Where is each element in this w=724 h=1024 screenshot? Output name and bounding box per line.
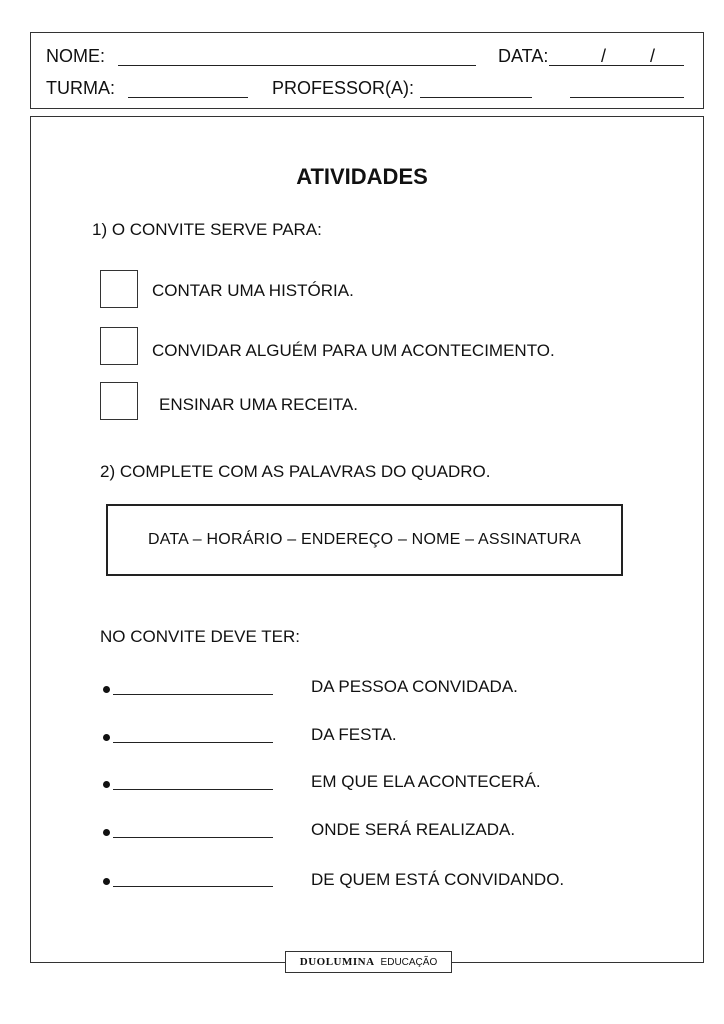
bullet-3	[103, 781, 110, 788]
item-2-text: DA FESTA.	[311, 725, 397, 744]
item-3-text: EM QUE ELA ACONTECERÁ.	[311, 772, 541, 791]
bottom-border-left	[30, 962, 285, 963]
option-1-label: CONTAR UMA HISTÓRIA.	[152, 281, 354, 300]
checkbox-option-3[interactable]	[100, 382, 138, 420]
professor-label: PROFESSOR(A):	[272, 78, 415, 98]
fill-blank-1[interactable]	[113, 694, 273, 695]
fill-blank-4[interactable]	[113, 837, 273, 838]
option-3-label: ENSINAR UMA RECEITA.	[159, 395, 358, 414]
bottom-border-right	[452, 962, 704, 963]
nome-field[interactable]	[118, 65, 476, 66]
professor-field-extra[interactable]	[570, 97, 684, 98]
question-2-intro: NO CONVITE DEVE TER:	[100, 627, 300, 646]
page-title: ATIVIDADES	[296, 164, 428, 189]
checkbox-option-2[interactable]	[100, 327, 138, 365]
item-5-text: DE QUEM ESTÁ CONVIDANDO.	[311, 870, 565, 889]
bullet-2	[103, 734, 110, 741]
data-label: DATA:	[498, 46, 549, 66]
question-1-prompt: 1) O CONVITE SERVE PARA:	[92, 220, 322, 239]
word-bank-box	[106, 504, 623, 576]
professor-field[interactable]	[420, 97, 532, 98]
item-1-text: DA PESSOA CONVIDADA.	[311, 677, 518, 696]
turma-field[interactable]	[128, 97, 248, 98]
bullet-4	[103, 829, 110, 836]
fill-blank-5[interactable]	[113, 886, 273, 887]
bullet-5	[103, 878, 110, 885]
checkbox-option-1[interactable]	[100, 270, 138, 308]
option-2-label: CONVIDAR ALGUÉM PARA UM ACONTECIMENTO.	[152, 341, 555, 360]
fill-blank-2[interactable]	[113, 742, 273, 743]
footer-brand: DUOLUMINA	[299, 956, 375, 968]
footer-logo	[285, 951, 452, 973]
word-bank-text: DATA – HORÁRIO – ENDEREÇO – NOME – ASSINATURA	[147, 531, 582, 548]
turma-label: TURMA:	[46, 78, 115, 98]
bullet-1	[103, 686, 110, 693]
nome-label: NOME:	[46, 46, 106, 66]
question-2-prompt: 2) COMPLETE COM AS PALAVRAS DO QUADRO.	[100, 462, 491, 481]
date-slash-2: /	[650, 46, 656, 66]
footer-sub: EDUCAÇÃO	[380, 956, 438, 968]
date-field[interactable]	[549, 65, 684, 66]
fill-blank-3[interactable]	[113, 789, 273, 790]
item-4-text: ONDE SERÁ REALIZADA.	[311, 820, 516, 839]
date-slash-1: /	[601, 46, 607, 66]
